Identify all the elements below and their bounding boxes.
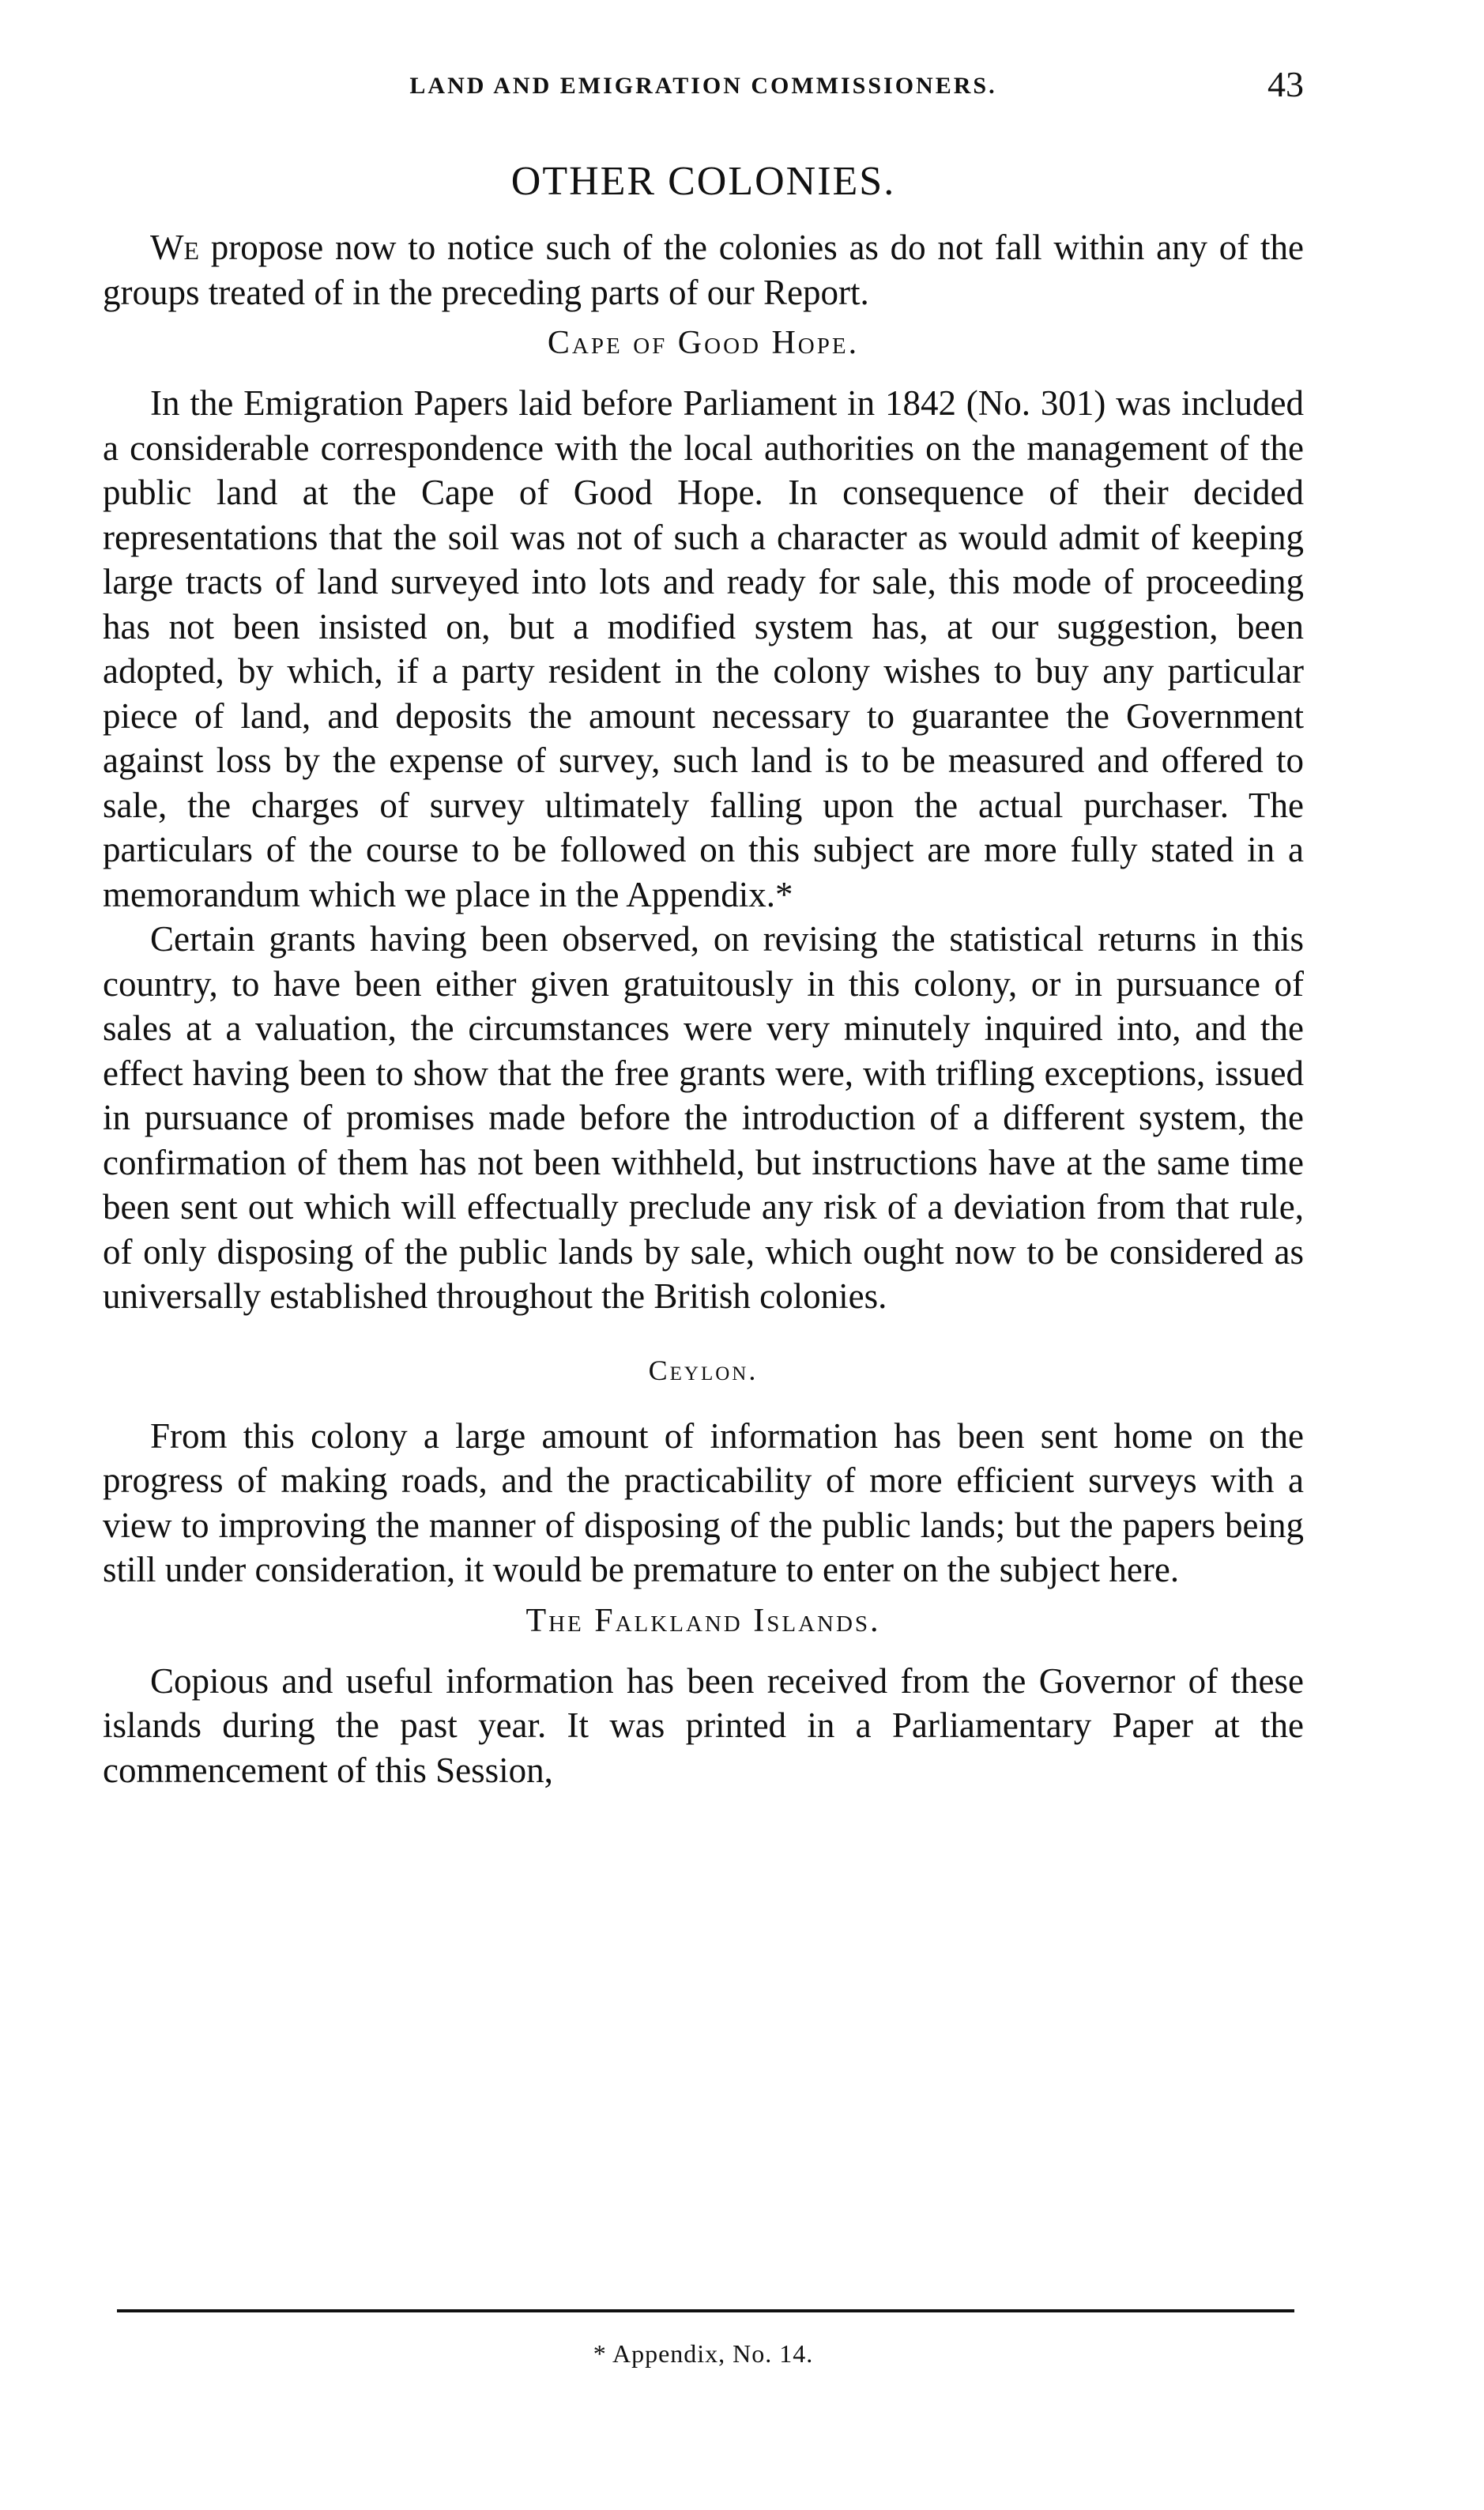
ceylon-paragraph: From this colony a large amount of information has been sent home on the progress of making roads, and the practicability of more efficient surveys with a view to improving the manner of disposing of the public lands; but the papers being still under consideration, it would be premature to enter on the subject here. bbox=[103, 1415, 1304, 1589]
page-header bbox=[103, 60, 1304, 107]
intro-text: propose now to notice such of the colonies as do not fall within any of the groups treated of in the preceding parts of our Report. bbox=[103, 228, 1304, 312]
falkland-paragraph: Copious and useful information has been received from the Governor of these islands during the past year. It was printed in a Parliamentary Paper at the commencement of this Session, bbox=[103, 1660, 1304, 1790]
footnote-rule bbox=[117, 2309, 1294, 2312]
cape-paragraph-1: In the Emigration Papers laid before Parliament in 1842 (No. 301) was included a considerable correspondence with the local authorities on the management of the public land at the Cape of Good Hope. In consequence of their decided representations that the soil was not of such a character as would admit of keeping large tracts of land surveyed into lots and ready for sale, this mode of proceeding has not been insisted on, but a modified system has, at our suggestion, been adopted, by which, if a party resident in the colony wishes to buy any particular piece of land, and deposits the amount necessary to guarantee the Government against loss by the expense of survey, such land is to be measured and offered to sale, the charges of survey ultimately falling upon the actual purchaser. The particulars of the course to be followed on this subject are more fully stated in a memorandum which we place in the Appendix.* bbox=[103, 383, 1304, 914]
page-body bbox=[103, 158, 1304, 1792]
section-title: OTHER COLONIES. bbox=[510, 159, 896, 204]
heading-cape-of-good-hope: Cape of Good Hope. bbox=[547, 325, 860, 361]
page-number: 43 bbox=[1267, 64, 1304, 104]
heading-falkland-islands: The Falkland Islands. bbox=[525, 1602, 881, 1639]
footnote: * Appendix, No. 14. bbox=[593, 2339, 814, 2368]
cape-paragraph-2: Certain grants having been observed, on revising the statistical returns in this country, to have been either given gratuitously in this colony, or in pursuance of sales at a valuation, the circumstances were very minutely inquired into, and the effect having been to show that the free grants were, with trifling exceptions, issued in pursuance of promises made before the introduction of a different system, the confirmation of them has not been withheld, but instructions have at the same time been sent out which will effectually preclude any risk of a deviation from that rule, of only disposing of the public lands by sale, which ought now to be considered as universally established throughout the British colonies. bbox=[103, 919, 1304, 1316]
heading-ceylon: Ceylon. bbox=[648, 1354, 759, 1386]
running-head: LAND AND EMIGRATION COMMISSIONERS. bbox=[409, 73, 997, 99]
intro-lead-word: We bbox=[150, 228, 200, 267]
intro-paragraph bbox=[103, 225, 1304, 315]
